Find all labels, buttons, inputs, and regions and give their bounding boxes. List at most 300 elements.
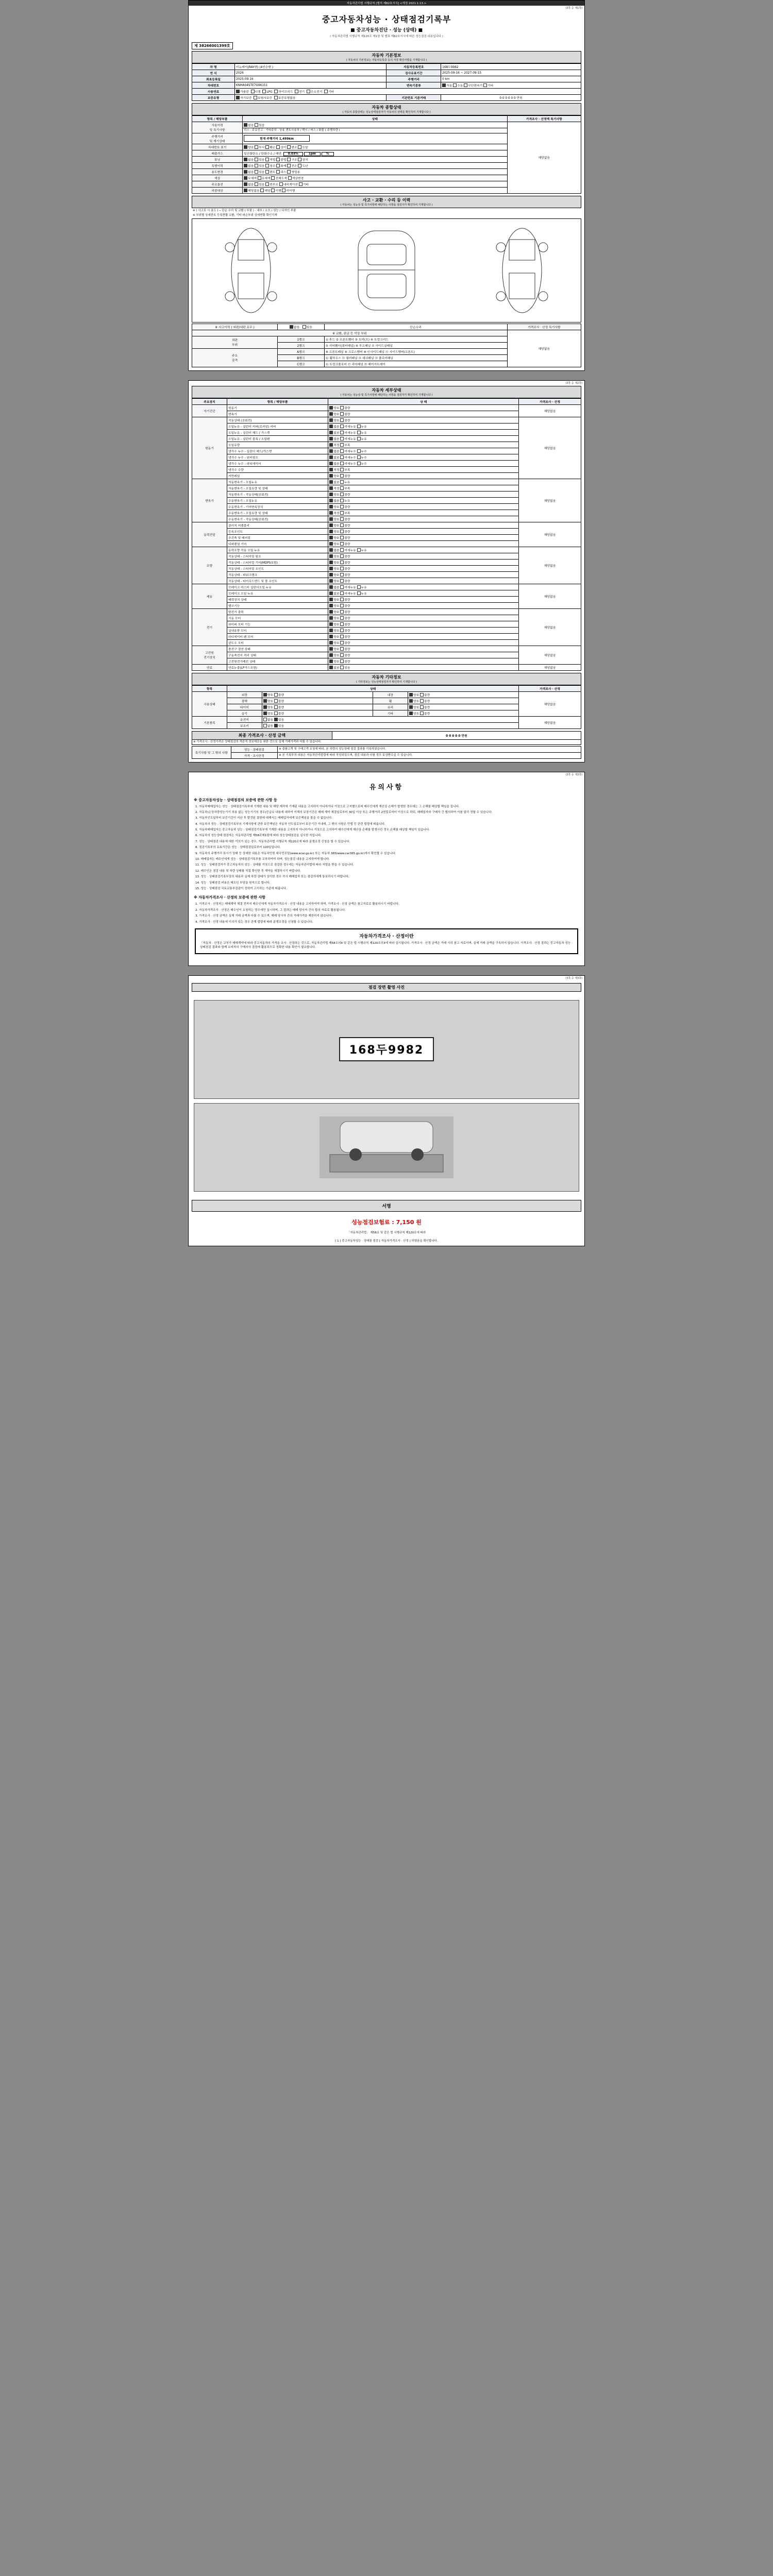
checkbox-full-paint[interactable]: [271, 176, 275, 180]
col-header-item: 항목 / 해당부품: [192, 116, 243, 122]
checkbox-bad[interactable]: [274, 705, 278, 709]
opt-label: 불량: [344, 406, 350, 410]
sheet-page-4: [188, 975, 585, 1246]
opt-label: 없음: [333, 431, 341, 435]
definition-body: 「자동차 · 산정은 교부가 매매계약에 따라 중고자동차의 가격을 조사 · 산정하는 것으로, 자동차관리법 제58조의4 및 같은 법 시행규칙 제120조의3에 따라 실시됩니다. 가격조사 · 산정 금액은 거래 시의 참고 자료이며, 실제 거래 금액을 구속하지 않습니다. 가격조사 · 산정 결과는 중고자동차 성능 · 상태점검 결과와 함께 소비자의 구매의사 결정에 활용되므로 정확한 내용 확인이 필요합니다.: [200, 941, 573, 950]
checkbox-no-warranty[interactable]: [274, 96, 278, 99]
checkbox-commercial[interactable]: [287, 170, 291, 174]
part-label: 배력장치 상태: [227, 596, 328, 602]
price-note-cell: 해당없음: [519, 664, 581, 670]
checkbox-alt1[interactable]: [340, 505, 344, 509]
checkbox-option-none[interactable]: [244, 182, 247, 186]
opt-label: 없음: [267, 724, 274, 728]
checkbox-alt2[interactable]: [357, 591, 361, 595]
checkbox-alt2[interactable]: [357, 449, 361, 453]
state-cell: [328, 559, 519, 565]
opt-label: 미세누유: [344, 586, 357, 589]
checkbox-recall-yes[interactable]: [260, 189, 264, 192]
checkbox-flood[interactable]: [265, 164, 269, 167]
checkbox-alt1[interactable]: [340, 406, 344, 410]
checkbox-alt1[interactable]: [340, 573, 344, 577]
other-info-body: [192, 691, 581, 728]
checkbox-recall-not-done[interactable]: [282, 189, 285, 192]
opt-label: 불량: [424, 712, 430, 716]
table-header-row: [192, 685, 581, 691]
checkbox-hydrogen[interactable]: [307, 90, 310, 93]
part-label: 추진축 및 베어링: [227, 534, 328, 540]
row-value-2: [441, 82, 581, 89]
checkbox-auto[interactable]: [442, 83, 446, 87]
page-title: 중고자동차성능 · 상태점검기록부: [322, 14, 451, 24]
checkbox-primary[interactable]: [329, 561, 333, 564]
document-page: [0, 0, 773, 1246]
checkbox-primary[interactable]: [329, 511, 333, 515]
checkbox-rent[interactable]: [265, 170, 269, 174]
checkbox-bad[interactable]: [274, 693, 278, 697]
checkbox-alt1[interactable]: [340, 486, 344, 490]
item-label: 유리: [373, 704, 408, 710]
checkbox-alt2[interactable]: [357, 462, 361, 465]
checkbox-tuning-legal[interactable]: [265, 158, 269, 161]
checkbox-navigation[interactable]: [279, 182, 283, 186]
car-diagram-rear-view: [494, 224, 550, 317]
checkbox-primary[interactable]: [329, 437, 333, 440]
checkbox-tuning-yes[interactable]: [255, 158, 258, 161]
row-value-2: 168두9982: [441, 64, 581, 70]
checkbox-theft[interactable]: [298, 164, 301, 167]
state-cell: [328, 540, 519, 547]
checkbox-bad[interactable]: [420, 693, 424, 697]
checkbox-alt1[interactable]: [340, 579, 344, 583]
checkbox-alt1[interactable]: [340, 610, 344, 614]
checkbox-primary[interactable]: [329, 598, 333, 601]
checkbox-alt1[interactable]: [340, 530, 344, 533]
opt-label: 불량: [344, 617, 350, 620]
checkbox-good[interactable]: [263, 699, 267, 703]
checkbox-primary[interactable]: [329, 666, 333, 669]
checkbox-electric[interactable]: [295, 90, 298, 93]
checkbox-alt1[interactable]: [340, 598, 344, 601]
checkbox-yes[interactable]: [274, 718, 278, 721]
checkbox-option-yes[interactable]: [255, 182, 258, 186]
checkbox-alt1[interactable]: [340, 480, 344, 484]
part-label: 라디에이터 팬 모터: [227, 633, 328, 639]
page-tag-1: (3쪽 중 제1쪽): [565, 7, 582, 10]
opt-label: 미세누유: [344, 425, 357, 429]
checkbox-alt1[interactable]: [340, 542, 344, 546]
notice-list-2: [189, 857, 584, 891]
checkbox-alt1[interactable]: [340, 418, 344, 422]
section-band-accident: [192, 196, 581, 208]
opt-label: LPG: [266, 91, 273, 94]
checkbox-primary[interactable]: [329, 412, 333, 416]
checkbox-alt1[interactable]: [340, 499, 344, 502]
table-row: [192, 64, 581, 70]
checkbox-primary[interactable]: [329, 653, 333, 657]
opt-label: 부족: [344, 512, 350, 515]
checkbox-alt1[interactable]: [340, 517, 344, 521]
checkbox-alt2[interactable]: [357, 437, 361, 440]
checkbox-hybrid[interactable]: [274, 90, 278, 93]
checkbox-option-etc[interactable]: [299, 182, 303, 186]
checkbox-alt1[interactable]: [340, 425, 344, 428]
checkbox-alt1[interactable]: [340, 647, 344, 651]
checkbox-alt1[interactable]: [340, 641, 344, 645]
checkbox-vin-erase[interactable]: [298, 145, 301, 149]
notice-item: 15. 성능 · 상태점검 국토교통부장관이 정하여 고시하는 기준에 따릅니다.: [195, 887, 287, 890]
opt-label: 양호: [333, 543, 341, 546]
checkbox-good[interactable]: [409, 693, 413, 697]
checkbox-accident-yes[interactable]: [303, 325, 306, 329]
state-cell: [328, 417, 519, 423]
opt-label: 부족: [344, 468, 350, 472]
checkbox-good[interactable]: [263, 711, 267, 715]
checkbox-alt1[interactable]: [340, 449, 344, 453]
checkbox-total-loss[interactable]: [287, 164, 291, 167]
checkbox-diesel[interactable]: [251, 90, 255, 93]
opt-label: 불량: [344, 580, 350, 583]
checkbox-primary[interactable]: [329, 480, 333, 484]
part-label: 실내송풍 모터: [227, 627, 328, 633]
checkbox-primary[interactable]: [329, 418, 333, 422]
checkbox-primary[interactable]: [329, 493, 333, 496]
checkbox-primary[interactable]: [329, 455, 333, 459]
checkbox-alt1[interactable]: [340, 554, 344, 558]
checkbox-primary[interactable]: [329, 659, 333, 663]
checkbox-good[interactable]: [263, 705, 267, 709]
total-price-note: ※ 가격조사 · 산정가격은 상태점검의 객관적 정보제공을 위한 것으로 실제 거래가격과 다를 수 있습니다.: [192, 739, 581, 744]
opt-label: 양호: [413, 706, 421, 709]
state-cell: [262, 704, 373, 710]
car-diagram-top-view: [340, 227, 433, 314]
checkbox-primary[interactable]: [329, 573, 333, 577]
part-label: 작동상태 - 스티어링 기어(MDPS포함): [227, 559, 328, 565]
section-band-basic: [192, 51, 581, 63]
checkbox-special-yes[interactable]: [255, 164, 258, 167]
state-cell: [328, 602, 519, 608]
row-label: 주행거리 및 계기상태: [192, 133, 243, 144]
system-label: 제동: [192, 584, 227, 608]
checkbox-alt1[interactable]: [340, 493, 344, 496]
checkbox-cvt[interactable]: [464, 83, 467, 87]
checkbox-tuning-illegal[interactable]: [276, 158, 280, 161]
checkbox-primary[interactable]: [329, 579, 333, 583]
checkbox-primary[interactable]: [329, 462, 333, 465]
checkbox-alt1[interactable]: [340, 468, 344, 471]
photo-section-band: 점검 장면 촬영 사진: [192, 983, 581, 992]
checkbox-alt1[interactable]: [340, 443, 344, 447]
opt-label: 불량: [424, 693, 430, 697]
part-label: 원동기: [227, 404, 328, 411]
checkbox-primary[interactable]: [329, 647, 333, 651]
checkbox-alt1[interactable]: [340, 629, 344, 632]
checkbox-none[interactable]: [244, 123, 247, 127]
detail-state-table: [192, 398, 581, 671]
checkbox-primary[interactable]: [329, 505, 333, 509]
checkbox-alt1[interactable]: [340, 455, 344, 459]
row-label-2: 기관번호 기준거래: [386, 95, 441, 101]
part-label: 수동변속기 - 오일누유: [227, 497, 328, 503]
photo-grid: [189, 995, 584, 1197]
checkbox-primary[interactable]: [329, 443, 333, 447]
row-label: 배출가스: [192, 150, 243, 156]
opt-label: 불량: [344, 413, 350, 416]
table-row: [192, 608, 581, 615]
checkbox-alt2[interactable]: [357, 548, 361, 552]
warranty-options: [235, 95, 386, 101]
checkbox-lease[interactable]: [276, 170, 280, 174]
opt-label: 있음: [278, 724, 284, 728]
rank-value: ① 후드 ② 프론트휀더 ③ 도어(프) ④ 트렁크리드: [324, 336, 507, 342]
checkbox-alt1[interactable]: [340, 536, 344, 539]
opt-label: 양호: [333, 413, 341, 416]
checkbox-alt1[interactable]: [340, 462, 344, 465]
checkbox-primary[interactable]: [329, 486, 333, 490]
checkbox-primary[interactable]: [329, 425, 333, 428]
checkbox-alt1[interactable]: [340, 666, 344, 669]
emission-hc: 1pm: [304, 152, 321, 156]
state-cell: [328, 652, 519, 658]
col-header-state: 상 태: [328, 398, 519, 404]
rank-label: C랭크: [278, 361, 325, 367]
item-label: 휠: [373, 698, 408, 704]
checkbox-alt1[interactable]: [340, 653, 344, 657]
checkbox-good[interactable]: [263, 693, 267, 697]
checkbox-alt1[interactable]: [340, 437, 344, 440]
part-label: 변속기: [227, 411, 328, 417]
checkbox-alt1[interactable]: [340, 412, 344, 416]
checkbox-alt1[interactable]: [340, 635, 344, 638]
checkbox-recall-done[interactable]: [271, 189, 275, 192]
checkbox-alt1[interactable]: [340, 561, 344, 564]
checkbox-primary[interactable]: [329, 517, 333, 521]
checkbox-primary[interactable]: [329, 523, 333, 527]
checkbox-manual[interactable]: [453, 83, 457, 87]
checkbox-primary[interactable]: [329, 604, 333, 607]
opt-label: 전기: [299, 91, 305, 94]
checkbox-alt2[interactable]: [357, 425, 361, 428]
checkbox-alt1[interactable]: [340, 659, 344, 663]
item-label: 운전석: [227, 716, 262, 722]
checkbox-alt1[interactable]: [340, 616, 344, 620]
checkbox-primary[interactable]: [329, 616, 333, 620]
part-label: 브레이크 마스터 실린더오일 누유: [227, 584, 328, 590]
opt-label: 양호: [333, 536, 341, 540]
document-number: 제 38266001399호: [192, 42, 233, 49]
checkbox-sunroof[interactable]: [265, 182, 269, 186]
part-label: 자동변속기 - 작동상태(공회전): [227, 491, 328, 497]
checkbox-vin-corrosion[interactable]: [255, 145, 258, 149]
row-label: 연 식: [192, 70, 235, 76]
checkbox-fire[interactable]: [276, 164, 280, 167]
checkbox-yes[interactable]: [255, 123, 258, 127]
checkbox-vin-ok[interactable]: [244, 145, 247, 149]
checkbox-primary[interactable]: [329, 542, 333, 546]
checkbox-alt2[interactable]: [357, 431, 361, 434]
price-note-cell: 해당없음: [519, 404, 581, 417]
checkbox-primary[interactable]: [329, 468, 333, 471]
notice-heading-2: ※ 자동차가격조사 · 산정의 보증에 관한 사항: [194, 895, 266, 900]
state-cell: [328, 565, 519, 571]
checkbox-primary[interactable]: [329, 449, 333, 453]
part-label: 냉각수 누수 - 라디에이터: [227, 460, 328, 466]
table-row: [192, 731, 581, 739]
checkbox-none[interactable]: [263, 724, 267, 727]
checkbox-color-change[interactable]: [288, 176, 292, 180]
checkbox-alt1[interactable]: [340, 591, 344, 595]
definition-title: 자동차가격조사 · 산정이란: [359, 934, 414, 939]
part-label: 오일누유 - 실린더 헤드 / 가스켓: [227, 429, 328, 435]
part-label: 냉각수 누수 - 실린더 헤드/가스켓: [227, 448, 328, 454]
checkbox-bad[interactable]: [420, 699, 424, 703]
rank-value: ⑯ 트렁크플로어 ⑰ 리어패널 ⑱ 패키지트레이: [324, 361, 507, 367]
checkbox-primary[interactable]: [329, 629, 333, 632]
notice-item: 6. 자동차의 성능상태 점검자는 자동차관리법 제58조제1항에 따라 성능상태점검을 실시한 자입니다.: [195, 834, 322, 838]
checkbox-self-warranty[interactable]: [236, 96, 240, 99]
opt-label: 없음: [333, 592, 341, 596]
state-cell: [328, 646, 519, 652]
checkbox-primary[interactable]: [329, 530, 333, 533]
table-row: [192, 752, 581, 758]
checkbox-primary[interactable]: [329, 406, 333, 410]
checkbox-alt1[interactable]: [340, 474, 344, 478]
checkbox-alt1[interactable]: [340, 604, 344, 607]
part-label: 브레이크 오일 누유: [227, 590, 328, 596]
opt-label: 양호: [413, 712, 421, 716]
state-cell: [328, 460, 519, 466]
checkbox-primary[interactable]: [329, 536, 333, 539]
checkbox-primary[interactable]: [329, 641, 333, 645]
photo-underbody: [194, 1103, 579, 1192]
opt-label: 양호: [333, 518, 341, 521]
opt-label: 적정: [333, 468, 341, 472]
table-row: [192, 82, 581, 89]
opt-label: 누수: [361, 462, 367, 466]
checkbox-bad[interactable]: [274, 711, 278, 715]
opt-label: 누수: [361, 456, 367, 460]
checkbox-achromatic[interactable]: [244, 176, 247, 180]
checkbox-good[interactable]: [409, 705, 413, 709]
checkbox-primary[interactable]: [329, 567, 333, 570]
notice-item: 1. 가격조사 · 산정자는 매매계약 체결 전까지 매수인에게 자동차가격조사 · 산정 내용을 고지하여야 하며, 가격조사 · 산정 금액은 참고자료로 활용하시기 바랍니다.: [195, 903, 399, 906]
checkbox-vin-diff[interactable]: [276, 145, 280, 149]
checkbox-bad[interactable]: [420, 711, 424, 715]
checkbox-primary[interactable]: [329, 548, 333, 552]
part-label: 커먼레일: [227, 472, 328, 479]
state-cell: [328, 615, 519, 621]
table-row: [192, 716, 581, 722]
checkbox-good[interactable]: [409, 699, 413, 703]
checkbox-primary[interactable]: [329, 610, 333, 614]
part-label: 수동변속기 - 작동상태(공회전): [227, 516, 328, 522]
table-row: [192, 95, 581, 101]
accident-note-2: ※ 부위별 상세번호 등록현황 교환, 기타 파손부위 상세현황 확인기재: [193, 213, 277, 217]
checkbox-primary[interactable]: [329, 635, 333, 638]
checkbox-accident-none[interactable]: [290, 325, 293, 329]
checkbox-alt2[interactable]: [357, 455, 361, 459]
table-row: [192, 404, 581, 411]
checkbox-trans-etc[interactable]: [483, 83, 487, 87]
checkbox-primary[interactable]: [329, 591, 333, 595]
rank-label: A랭크: [278, 348, 325, 354]
checkbox-alt1[interactable]: [340, 622, 344, 626]
checkbox-primary[interactable]: [329, 622, 333, 626]
checkbox-recall-na[interactable]: [244, 189, 247, 192]
col-header-item: 항목: [192, 685, 227, 691]
checkbox-use-yes[interactable]: [255, 170, 258, 174]
checkbox-alt2[interactable]: [357, 585, 361, 589]
opt-label: 없음: [333, 499, 341, 503]
checkbox-special-none[interactable]: [244, 164, 247, 167]
checkbox-primary[interactable]: [329, 499, 333, 502]
opt-label: 양호: [333, 611, 341, 614]
checkbox-fuel-etc[interactable]: [324, 90, 328, 93]
checkbox-primary[interactable]: [329, 554, 333, 558]
opt-label: 미세누유: [344, 549, 357, 552]
part-label: 냉각수 누수 - 워터펌프: [227, 454, 328, 460]
checkbox-alt1[interactable]: [340, 567, 344, 570]
opt-label: 불량: [344, 505, 350, 509]
opt-label: 미세누수: [344, 462, 357, 466]
panel-price-header: 가격조사 · 산정 특기사항: [507, 324, 581, 330]
checkbox-bad[interactable]: [274, 699, 278, 703]
row-label: 색상: [192, 175, 243, 181]
part-label: 작동상태 (공회전): [227, 417, 328, 423]
row-label: 차대번호: [192, 82, 235, 89]
opt-label: 불량: [424, 700, 430, 703]
other-info-table: [192, 685, 581, 729]
opt-label: 적정: [333, 512, 341, 515]
checkbox-tuning-device[interactable]: [298, 158, 301, 161]
row-value: 2026: [235, 70, 386, 76]
total-price-value: 0 0 0 0 0 만원: [332, 731, 581, 739]
checkbox-tuning-structure[interactable]: [287, 158, 291, 161]
checkbox-tuning-none[interactable]: [244, 158, 247, 161]
opt-label: 불량: [344, 660, 350, 664]
item-label: 습기: [227, 710, 262, 716]
checkbox-alt1[interactable]: [340, 548, 344, 552]
checkbox-insurer-warranty[interactable]: [254, 96, 257, 99]
state-cell: [328, 547, 519, 553]
frame-title: ※ 교환, 판금 등 이상 부위: [192, 330, 508, 336]
state-cell: [328, 553, 519, 559]
checkbox-vin-damage[interactable]: [265, 145, 269, 149]
price-note-cell: 해당없음: [519, 479, 581, 522]
checkbox-none[interactable]: [263, 718, 267, 721]
checkbox-primary[interactable]: [329, 431, 333, 434]
checkbox-good[interactable]: [409, 711, 413, 715]
checkbox-chromatic[interactable]: [258, 176, 261, 180]
checkbox-alt1[interactable]: [340, 431, 344, 434]
checkbox-primary[interactable]: [329, 474, 333, 478]
checkbox-alt1[interactable]: [340, 511, 344, 515]
checkbox-vin-alter[interactable]: [287, 145, 291, 149]
checkbox-bad[interactable]: [420, 705, 424, 709]
opt-label: 미세누유: [344, 437, 357, 441]
checkbox-lpg[interactable]: [262, 90, 266, 93]
checkbox-primary[interactable]: [329, 585, 333, 589]
table-row: [192, 479, 581, 485]
checkbox-alt1[interactable]: [340, 523, 344, 527]
checkbox-gasoline[interactable]: [236, 90, 240, 93]
part-label: 오일유량: [227, 442, 328, 448]
checkbox-yes[interactable]: [274, 724, 278, 727]
checkbox-use-none[interactable]: [244, 170, 247, 174]
opt-label: 불량: [344, 555, 350, 558]
state-cell: [262, 691, 373, 698]
checkbox-alt1[interactable]: [340, 585, 344, 589]
part-label: 수동변속기 - 오일유량 및 상태: [227, 510, 328, 516]
